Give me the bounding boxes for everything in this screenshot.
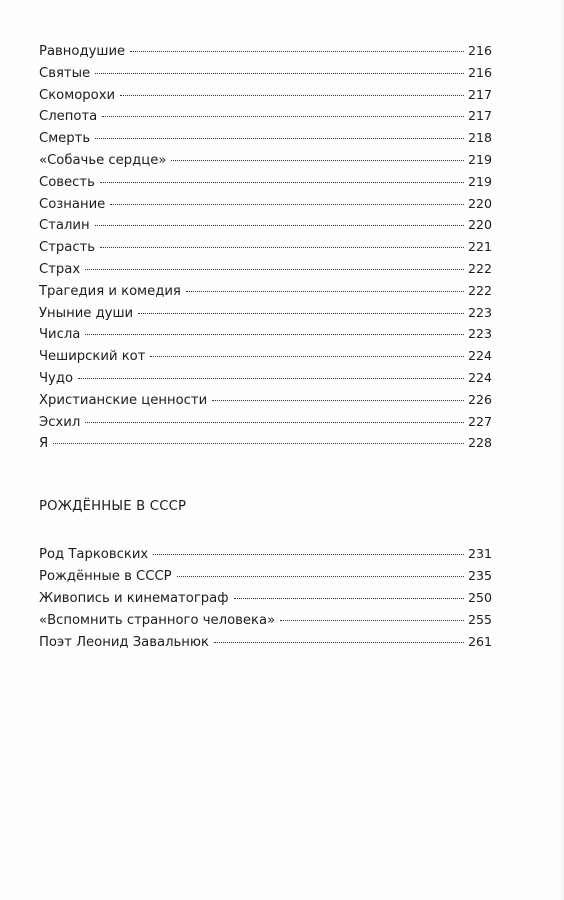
dot-leader xyxy=(177,576,464,577)
dot-leader xyxy=(280,620,464,621)
toc-entry[interactable] xyxy=(39,280,492,302)
toc-entry-title: Уныние души xyxy=(39,305,134,321)
toc-entry-title: Сознание xyxy=(39,196,106,212)
table-of-contents-part-2 xyxy=(39,543,492,652)
dot-leader xyxy=(78,378,464,379)
toc-entry-page: 223 xyxy=(467,326,492,342)
toc-entry-title: Святые xyxy=(39,65,91,81)
toc-entry-page: 219 xyxy=(467,173,492,189)
toc-entry[interactable] xyxy=(39,543,492,565)
toc-entry-page: 228 xyxy=(467,435,492,451)
toc-entry-title: Страсть xyxy=(39,240,96,256)
dot-leader xyxy=(171,160,464,161)
toc-entry-page: 220 xyxy=(467,217,492,233)
toc-entry-title: Слепота xyxy=(39,109,98,125)
toc-entry-title: «Вспомнить странного человека» xyxy=(39,612,276,628)
toc-entry[interactable] xyxy=(39,127,492,149)
dot-leader xyxy=(138,313,464,314)
dot-leader xyxy=(153,554,464,555)
toc-entry[interactable] xyxy=(39,171,492,193)
toc-entry-page: 224 xyxy=(467,348,492,364)
toc-entry[interactable] xyxy=(39,345,492,367)
toc-entry[interactable] xyxy=(39,302,492,324)
toc-entry[interactable] xyxy=(39,214,492,236)
toc-entry-page: 221 xyxy=(467,239,492,255)
toc-entry-page: 261 xyxy=(467,633,492,649)
page-edge-shadow xyxy=(558,0,564,900)
toc-entry-page: 222 xyxy=(467,282,492,298)
dot-leader xyxy=(214,642,464,643)
toc-entry-title: Страх xyxy=(39,261,81,277)
toc-entry-title: «Собачье сердце» xyxy=(39,152,167,168)
toc-entry-page: 216 xyxy=(467,43,492,58)
dot-leader xyxy=(110,204,464,205)
dot-leader xyxy=(120,95,464,96)
toc-entry-title: Род Тарковских xyxy=(39,547,149,562)
toc-entry-page: 227 xyxy=(467,413,492,429)
dot-leader xyxy=(100,247,464,248)
toc-entry[interactable] xyxy=(39,84,492,106)
toc-entry[interactable] xyxy=(39,389,492,411)
toc-entry[interactable] xyxy=(39,367,492,389)
toc-entry[interactable] xyxy=(39,105,492,127)
toc-entry[interactable] xyxy=(39,236,492,258)
toc-entry[interactable] xyxy=(39,565,492,587)
dot-leader xyxy=(53,443,464,444)
toc-entry[interactable] xyxy=(39,62,492,84)
toc-entry[interactable] xyxy=(39,432,492,454)
toc-entry-title: Я xyxy=(39,436,49,452)
table-of-contents-part-1 xyxy=(39,40,492,454)
toc-entry[interactable] xyxy=(39,587,492,609)
toc-entry-page: 255 xyxy=(467,611,492,627)
toc-entry-page: 224 xyxy=(467,369,492,385)
toc-entry-title: Сталин xyxy=(39,218,90,234)
toc-entry-title: Чудо xyxy=(39,370,74,386)
toc-entry[interactable] xyxy=(39,323,492,345)
toc-entry-title: Смерть xyxy=(39,131,91,147)
section-heading: РОЖДЁННЫЕ В СССР xyxy=(39,499,187,514)
toc-entry-title: Равнодушие xyxy=(39,44,126,59)
dot-leader xyxy=(234,598,464,599)
toc-entry-title: Поэт Леонид Завальнюк xyxy=(39,634,209,650)
toc-entry-title: Чеширский кот xyxy=(39,349,146,365)
dot-leader xyxy=(150,356,464,357)
toc-entry-page: 250 xyxy=(467,589,492,605)
toc-entry-title: Скоморохи xyxy=(39,87,116,103)
toc-entry-title: Числа xyxy=(39,327,81,343)
dot-leader xyxy=(95,225,464,226)
dot-leader xyxy=(186,291,464,292)
toc-entry[interactable] xyxy=(39,193,492,215)
dot-leader xyxy=(102,116,464,117)
toc-entry-page: 218 xyxy=(467,130,492,146)
toc-entry-page: 231 xyxy=(467,546,492,561)
toc-entry-page: 217 xyxy=(467,86,492,102)
toc-entry-page: 216 xyxy=(467,64,492,80)
toc-entry-title: Эсхил xyxy=(39,414,81,430)
toc-entry[interactable] xyxy=(39,149,492,171)
toc-entry[interactable] xyxy=(39,631,492,653)
toc-entry-page: 235 xyxy=(467,567,492,583)
toc-entry-page: 222 xyxy=(467,260,492,276)
toc-entry-title: Христианские ценности xyxy=(39,392,208,408)
toc-entry-page: 226 xyxy=(467,391,492,407)
toc-entry-title: Живопись и кинематограф xyxy=(39,590,229,606)
toc-entry-page: 223 xyxy=(467,304,492,320)
toc-entry-page: 217 xyxy=(467,108,492,124)
toc-entry[interactable] xyxy=(39,258,492,280)
dot-leader xyxy=(212,400,464,401)
dot-leader xyxy=(85,269,464,270)
dot-leader xyxy=(100,182,464,183)
toc-entry-title: Совесть xyxy=(39,174,95,190)
toc-entry[interactable] xyxy=(39,609,492,631)
dot-leader xyxy=(95,138,464,139)
dot-leader xyxy=(85,422,464,423)
toc-entry-title: Рождённые в СССР xyxy=(39,568,172,584)
toc-entry-page: 220 xyxy=(467,195,492,211)
toc-entry-title: Трагедия и комедия xyxy=(39,283,181,299)
toc-entry[interactable] xyxy=(39,40,492,62)
dot-leader xyxy=(95,73,464,74)
dot-leader xyxy=(130,51,464,52)
toc-entry[interactable] xyxy=(39,411,492,433)
dot-leader xyxy=(85,334,464,335)
toc-entry-page: 219 xyxy=(467,151,492,167)
